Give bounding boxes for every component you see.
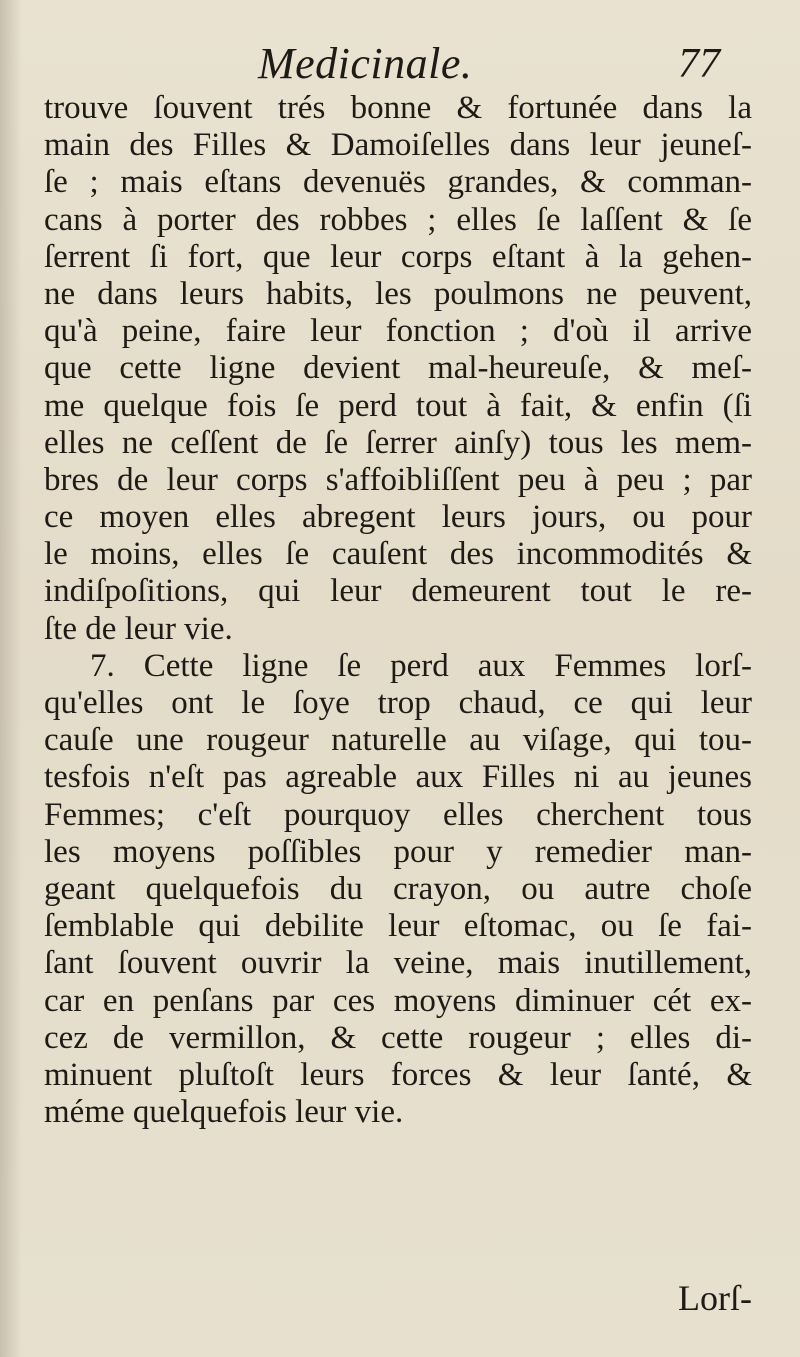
text-line: tesfois n'eſt pas agreable aux Filles ni au jeunes bbox=[44, 759, 752, 796]
text-line: elles ne ceſſent de ſe ſerrer ainſy) tous les mem- bbox=[44, 424, 752, 461]
text-line: les moyens poſſibles pour y remedier man- bbox=[44, 833, 752, 870]
text-line: ſte de leur vie. bbox=[44, 610, 233, 647]
text-line: méme quelquefois leur vie. bbox=[44, 1094, 404, 1131]
text-line: me quelque fois ſe perd tout à fait, & enfin (ſi bbox=[44, 387, 752, 424]
text-line: ne dans leurs habits, les poulmons ne peuvent, bbox=[44, 275, 752, 312]
page-header bbox=[0, 38, 800, 98]
text-line: Femmes; c'eſt pourquoy elles cherchent tous bbox=[44, 796, 752, 833]
text-line: le moins, elles ſe cauſent des incommodités & bbox=[44, 536, 752, 573]
text-line: cauſe une rougeur naturelle au viſage, qui tou- bbox=[44, 722, 752, 759]
text-line: qu'elles ont le ſoye trop chaud, ce qui leur bbox=[44, 685, 752, 721]
text-line: ſemblable qui debilite leur eſtomac, ou ſe fai- bbox=[44, 908, 752, 945]
text-line: trouve ſouvent trés bonne & fortunée dans la bbox=[44, 90, 752, 126]
catchword: Lorſ- bbox=[678, 1278, 752, 1318]
text-line: qu'à peine, faire leur fonction ; d'où il arrive bbox=[44, 313, 752, 350]
paragraph-7-start: 7. Cette ligne ſe perd aux Femmes lorſ- bbox=[90, 647, 752, 684]
body-text bbox=[44, 90, 752, 1131]
text-line: geant quelquefois du crayon, ou autre choſe bbox=[44, 870, 752, 907]
page-number: 77 bbox=[678, 41, 720, 87]
text-line: ſerrent ſi fort, que leur corps eſtant à la gehen- bbox=[44, 238, 752, 275]
text-line: ſant ſouvent ouvrir la veine, mais inutillement, bbox=[44, 945, 752, 982]
text-line: que cette ligne devient mal-heureuſe, & meſ- bbox=[44, 350, 752, 387]
text-line: bres de leur corps s'affoibliſſent peu à peu ; par bbox=[44, 461, 752, 498]
text-line: car en penſans par ces moyens diminuer cét ex- bbox=[44, 982, 752, 1019]
text-line: cez de vermillon, & cette rougeur ; elles di- bbox=[44, 1019, 752, 1056]
text-line: minuent pluſtoſt leurs forces & leur ſanté, & bbox=[44, 1056, 752, 1093]
text-line: cans à porter des robbes ; elles ſe laſſent & ſe bbox=[44, 201, 752, 238]
text-line: ce moyen elles abregent leurs jours, ou pour bbox=[44, 499, 752, 536]
text-line: main des Filles & Damoiſelles dans leur jeuneſ- bbox=[44, 127, 752, 164]
text-line: ſe ; mais eſtans devenuës grandes, & comman- bbox=[44, 164, 752, 201]
text-line: indiſpoſitions, qui leur demeurent tout le re- bbox=[44, 573, 752, 610]
running-title: Medicinale. bbox=[258, 39, 473, 88]
